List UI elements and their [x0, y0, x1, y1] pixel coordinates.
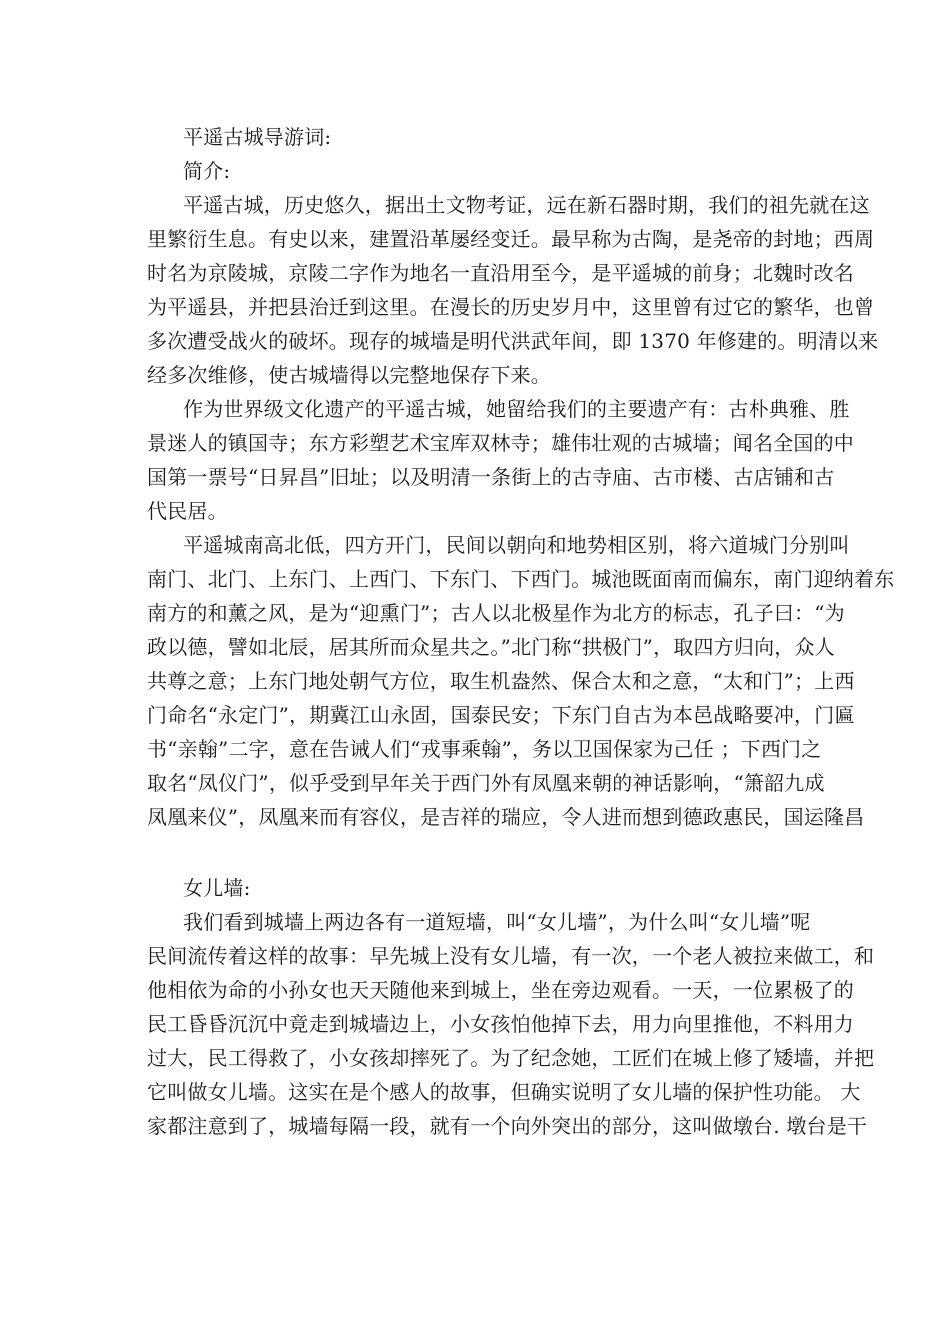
paragraph-line: 过大，民工得救了，小女孩却摔死了。为了纪念她，工匠们在城上修了矮墙，并把 [147, 1046, 875, 1070]
paragraph-gates [147, 528, 895, 834]
paragraph-heritage [147, 392, 854, 528]
paragraph-line: 时名为京陵城，京陵二字作为地名一直沿用至今，是平遥城的前身；北魏时改名 [147, 261, 854, 285]
paragraph-line: 民工昏昏沉沉中竟走到城墙边上，小女孩怕他掉下去，用力向里推他，不料用力 [147, 1012, 854, 1036]
paragraph-line: 平遥古城，历史悠久，据出土文物考证，远在新石器时期，我们的祖先就在这 [183, 193, 870, 217]
paragraph-line: 代民居。 [147, 499, 228, 523]
paragraph-line: 国第一票号“日昇昌”旧址；以及明清一条街上的古寺庙、古市楼、古店铺和古 [147, 465, 835, 489]
document-heading: 平遥古城导游词: [183, 125, 332, 149]
paragraph-line: 我们看到城墙上两边各有一道短墙，叫“女儿墙”，为什么叫“女儿墙”呢 [183, 910, 811, 934]
document-page [147, 120, 895, 1143]
paragraph-line: 多次遭受战火的破坏。现存的城墙是明代洪武年间，即 1370 年修建的。明清以来 [147, 329, 879, 353]
paragraph-line: 家都注意到了，城墙每隔一段，就有一个向外突出的部分，这叫做墩台. 墩台是干 [147, 1114, 868, 1138]
paragraph-parapet [147, 905, 875, 1143]
paragraph-line: 它叫做女儿墙。这实在是个感人的故事，但确实说明了女儿墙的保护性功能。 大 [147, 1080, 861, 1104]
section-spacer [147, 834, 811, 871]
paragraph-line: 景迷人的镇国寺；东方彩塑艺术宝库双林寺；雄伟壮观的古城墙；闻名全国的中 [147, 431, 854, 455]
paragraph-line: 里繁衍生息。有史以来，建置沿革屡经变迁。最早称为古陶，是尧帝的封地；西周 [147, 227, 875, 251]
paragraph-line: 书“亲翰”二字，意在告诫人们“戎事乘翰”，务以卫国保家为己任 ；下西门之 [147, 737, 822, 761]
paragraph-line: 他相依为命的小孙女也天天随他来到城上，坐在旁边观看。一天，一位累极了的 [147, 978, 854, 1002]
paragraph-line: 为平遥县，并把县治迁到这里。在漫长的历史岁月中，这里曾有过它的繁华，也曾 [147, 295, 875, 319]
paragraph-history [147, 188, 879, 392]
intro-label: 简介: [183, 159, 231, 183]
paragraph-line: 经多次维修，使古城墙得以完整地保存下来。 [147, 363, 551, 387]
paragraph-line: 取名“凤仪门”，似乎受到早年关于西门外有凤凰来朝的神话影响，“箫韶九成 [147, 771, 825, 795]
paragraph-line: 平遥城南高北低，四方开门，民间以朝向和地势相区别，将六道城门分别叫 [183, 533, 850, 557]
section-heading: 女儿墙: [183, 876, 251, 900]
paragraph-line: 共尊之意；上东门地处朝气方位，取生机盎然、保合太和之意，“太和门”；上西 [147, 669, 855, 693]
paragraph-line: 门命名“永定门”，期冀江山永固，国泰民安；下东门自古为本邑战略要冲，门匾 [147, 703, 855, 727]
paragraph-line: 作为世界级文化遗产的平遥古城，她留给我们的主要遗产有：古朴典雅、胜 [183, 397, 850, 421]
paragraph-line: 南门、北门、上东门、上西门、下东门、下西门。城池既面南而偏东，南门迎纳着东 [147, 567, 895, 591]
paragraph-line: 民间流传着这样的故事：早先城上没有女儿墙，有一次，一个老人被拉来做工，和 [147, 944, 875, 968]
paragraph-line: 凤凰来仪”，凤凰来而有容仪，是吉祥的瑞应，令人进而想到德政惠民，国运隆昌 [147, 805, 865, 829]
paragraph-line: 南方的和薰之风，是为“迎熏门”；古人以北极星作为北方的标志，孔子曰：“为 [147, 601, 845, 625]
paragraph-line: 政以德，譬如北辰，居其所而众星共之。”北门称“拱极门”，取四方归向，众人 [147, 635, 835, 659]
